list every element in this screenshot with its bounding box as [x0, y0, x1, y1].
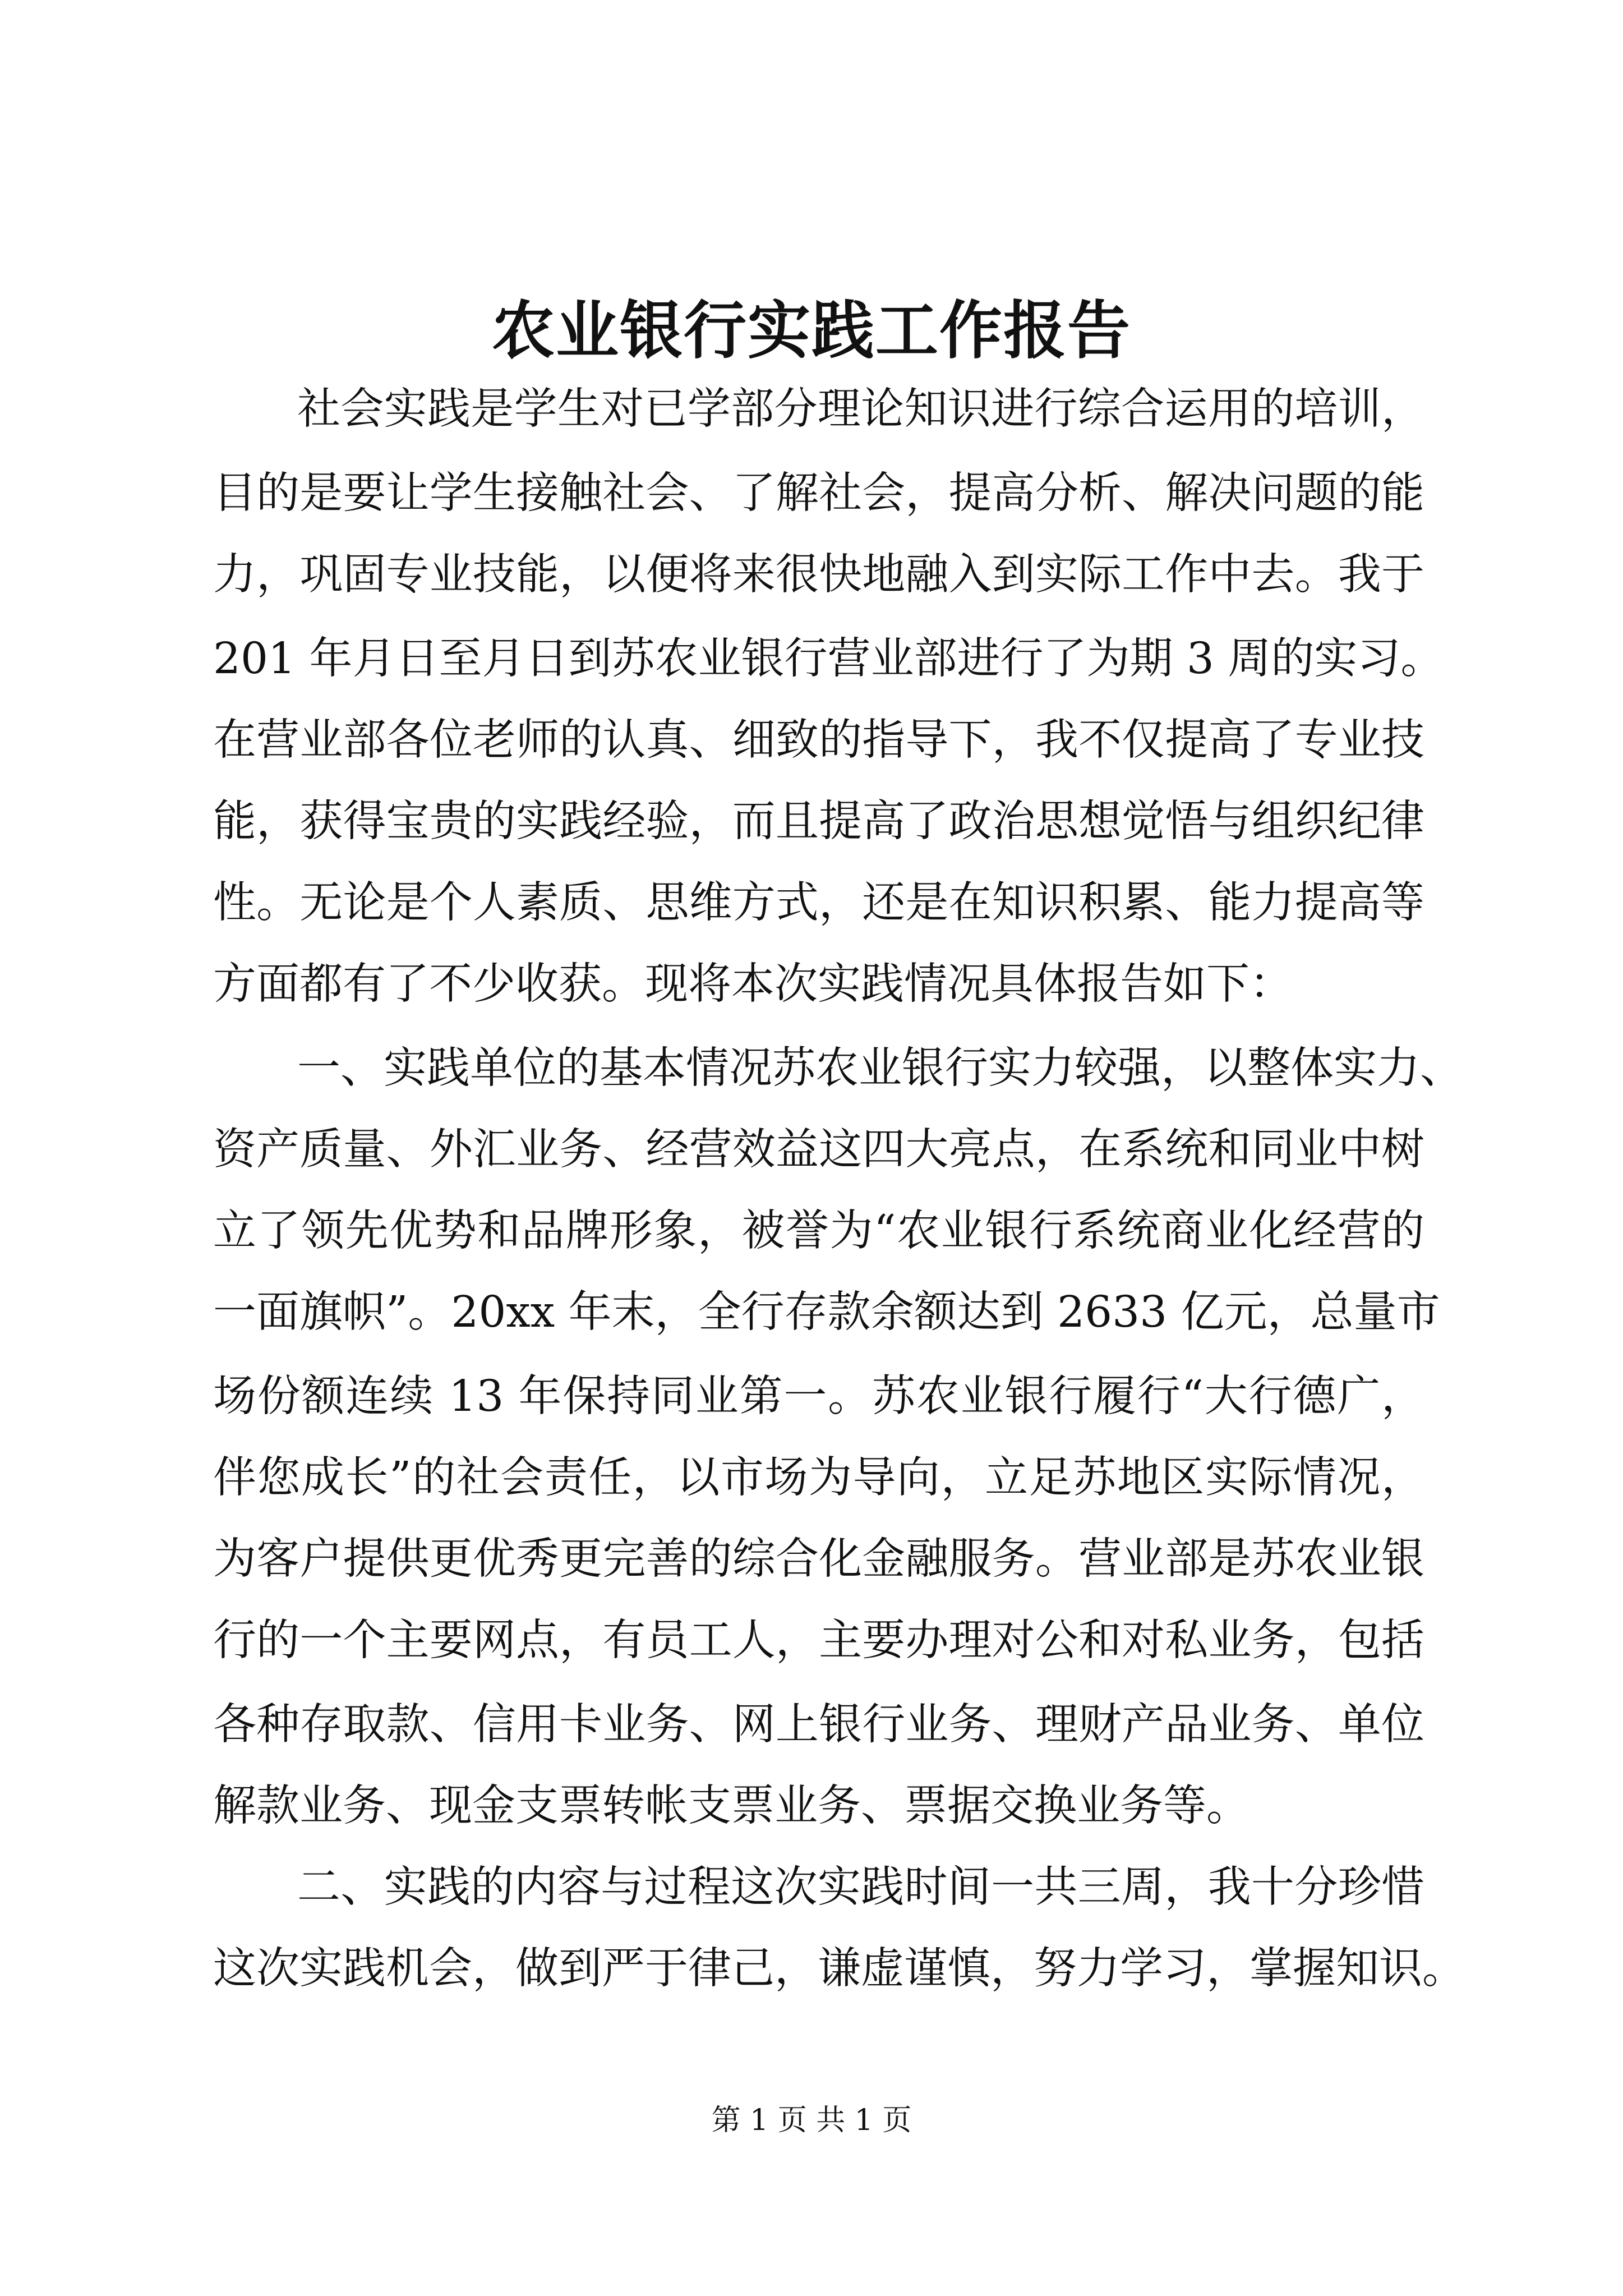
paragraph-line: 力，巩固专业技能，以便将来很快地融入到实际工作中去。我于	[213, 550, 1424, 600]
paragraph-line: 为客户提供更优秀更完善的综合化金融服务。营业部是苏农业银	[213, 1534, 1424, 1584]
paragraph-line: 解款业务、现金支票转帐支票业务、票据交换业务等。	[213, 1781, 1249, 1831]
paragraph-line: 二、实践的内容与过程这次实践时间一共三周，我十分珍惜	[297, 1862, 1424, 1912]
paragraph-line: 在营业部各位老师的认真、细致的指导下，我不仅提高了专业技	[213, 715, 1424, 765]
paragraph-line: 立了领先优势和品牌形象，被誉为“农业银行系统商业化经营的	[213, 1206, 1424, 1256]
paragraph-line: 资产质量、外汇业务、经营效益这四大亮点，在系统和同业中树	[213, 1125, 1424, 1175]
paragraph-line: 各种存取款、信用卡业务、网上银行业务、理财产品业务、单位	[213, 1700, 1424, 1750]
page-number: 第 1 页 共 1 页	[711, 2104, 912, 2137]
paragraph-line: 这次实践机会，做到严于律己，谦虚谨慎，努力学习，掌握知识。	[213, 1944, 1465, 1994]
paragraph-line: 场份额连续 13 年保持同业第一。苏农业银行履行“大行德广，	[213, 1372, 1424, 1421]
document-title: 农业银行实践工作报告	[492, 294, 1131, 367]
paragraph-line: 201 年月日至月日到苏农业银行营业部进行了为期 3 周的实习。	[213, 634, 1444, 684]
paragraph-line: 方面都有了不少收获。现将本次实践情况具体报告如下：	[213, 959, 1293, 1009]
paragraph-line: 目的是要让学生接触社会、了解社会，提高分析、解决问题的能	[213, 468, 1424, 518]
paragraph-line: 一面旗帜”。20xx 年末，全行存款余额达到 2633 亿元，总量市	[213, 1287, 1440, 1337]
paragraph-line: 一、实践单位的基本情况苏农业银行实力较强，以整体实力、	[297, 1043, 1463, 1093]
paragraph-line: 行的一个主要网点，有员工人，主要办理对公和对私业务，包括	[213, 1616, 1424, 1665]
paragraph-line: 社会实践是学生对已学部分理论知识进行综合运用的培训，	[297, 384, 1424, 434]
paragraph-line: 伴您成长”的社会责任，以市场为导向，立足苏地区实际情况，	[213, 1453, 1424, 1503]
paragraph-line: 能，获得宝贵的实践经验，而且提高了政治思想觉悟与组织纪律	[213, 797, 1424, 846]
paragraph-line: 性。无论是个人素质、思维方式，还是在知识积累、能力提高等	[213, 878, 1424, 928]
